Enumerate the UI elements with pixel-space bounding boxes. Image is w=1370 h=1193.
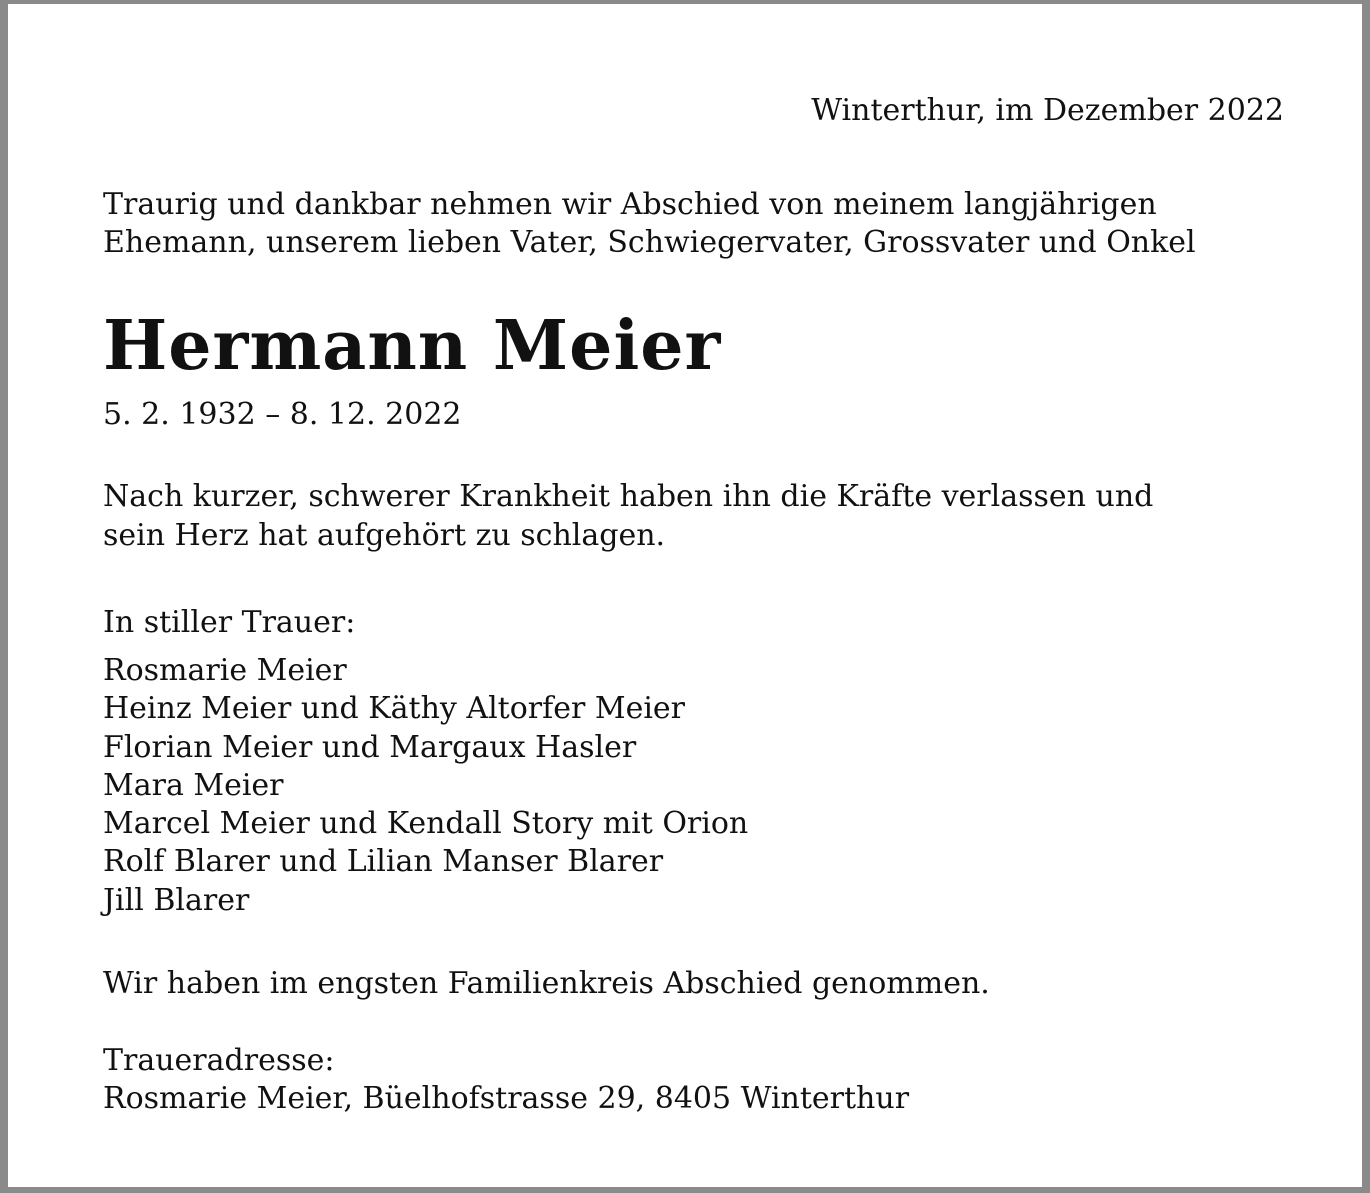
mourner-name: Florian Meier und Margaux Hasler <box>103 729 637 765</box>
mourners-list <box>103 652 748 920</box>
deceased-name: Hermann Meier <box>103 306 722 386</box>
mourner-name: Jill Blarer <box>103 882 250 918</box>
farewell-note: Wir haben im engsten Familienkreis Abschied genommen. <box>103 966 990 1001</box>
intro-line-2: Ehemann, unserem lieben Vater, Schwiegervater, Grossvater und Onkel <box>103 225 1196 260</box>
life-dates: 5. 2. 1932 – 8. 12. 2022 <box>103 397 462 432</box>
place-date: Winterthur, im Dezember 2022 <box>811 93 1284 128</box>
address-label: Traueradresse: <box>103 1043 335 1078</box>
mourner-name: Rolf Blarer und Lilian Manser Blarer <box>103 844 664 880</box>
address-value: Rosmarie Meier, Büelhofstrasse 29, 8405 Winterthur <box>103 1081 910 1116</box>
mourner-name: Mara Meier <box>103 767 284 803</box>
message-line-1: Nach kurzer, schwerer Krankheit haben ihn die Kräfte verlassen und <box>103 479 1154 514</box>
mourner-name: Marcel Meier und Kendall Story mit Orion <box>103 806 749 842</box>
mourner-name: Rosmarie Meier <box>103 653 347 688</box>
mourner-name: Heinz Meier und Käthy Altorfer Meier <box>103 691 686 727</box>
message-line-2: sein Herz hat aufgehört zu schlagen. <box>103 518 666 553</box>
intro-line-1: Traurig und dankbar nehmen wir Abschied von meinem langjährigen <box>103 187 1157 222</box>
mourners-heading: In stiller Trauer: <box>103 605 356 640</box>
